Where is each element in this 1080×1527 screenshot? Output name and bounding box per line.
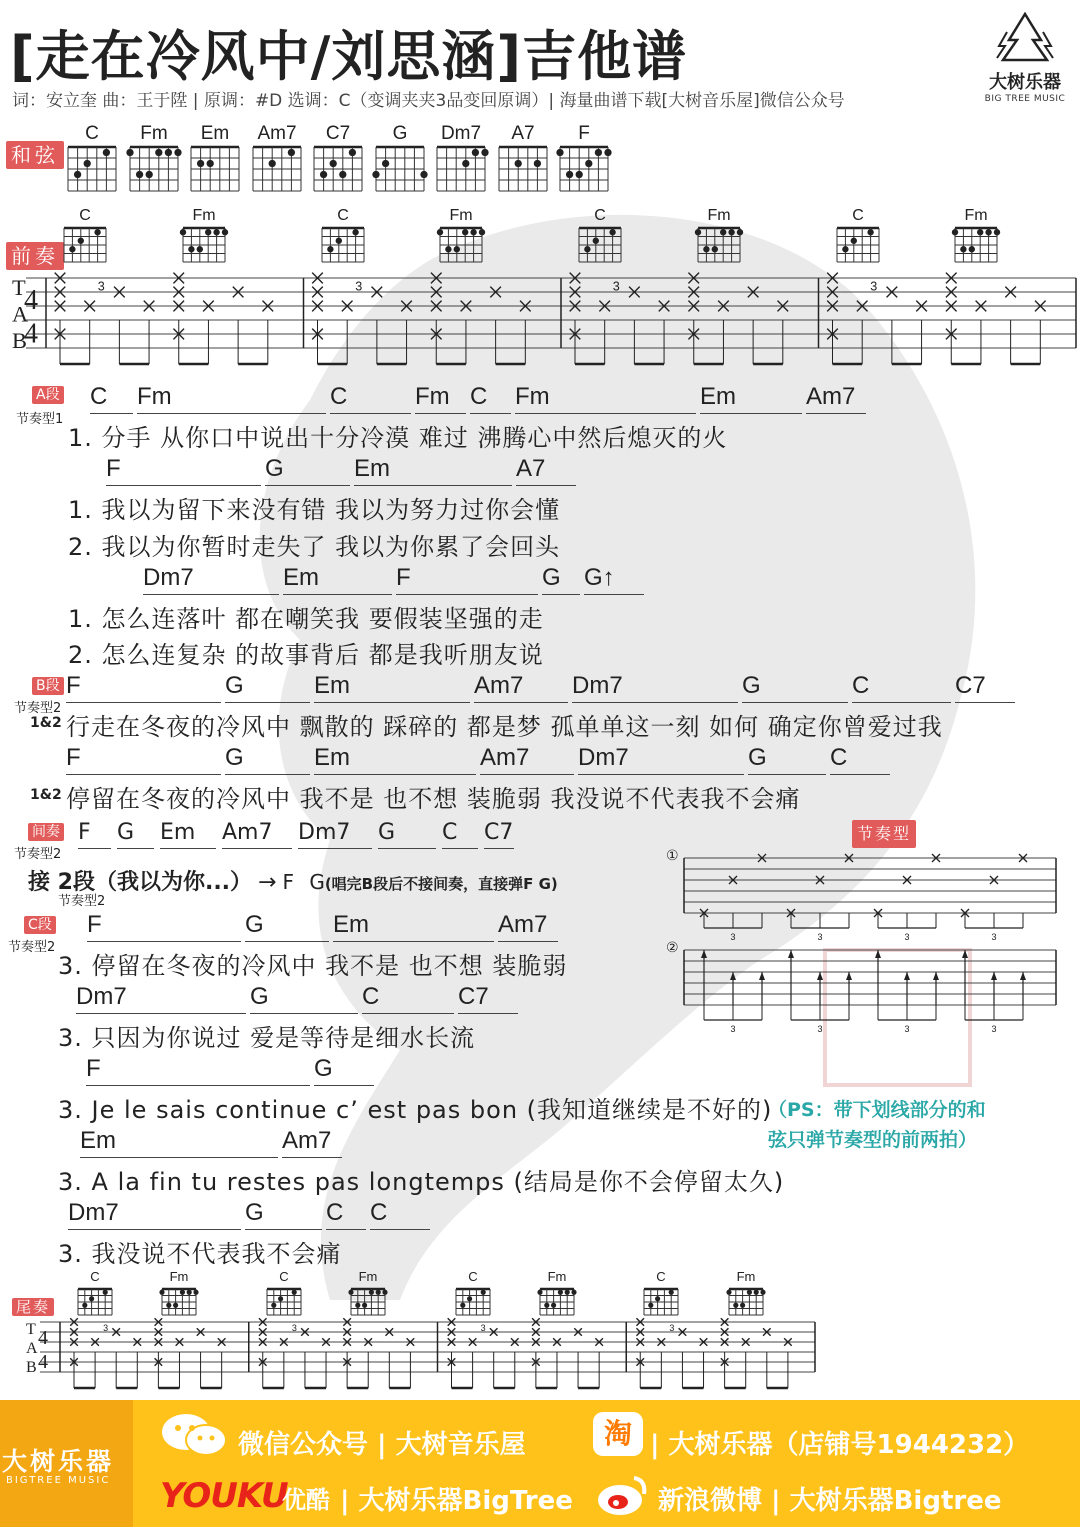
chord-name: C [330,383,348,410]
triplet-mark: 3 [612,279,620,294]
chord-name: Em [333,911,369,938]
chord-diagram-label: C [467,1269,478,1284]
chord-diagram [71,1268,119,1319]
chord-underline [225,702,310,703]
lyric-line: 2. 怎么连复杂 的故事背后 都是我听朋友说 [68,641,544,669]
chord-name: Dm7 [68,1199,119,1226]
chord-underline [222,848,292,849]
time-sig-denominator: 4 [24,318,38,350]
lyric-line: 3. A la fin tu restes pas longtemps (结局是你不会停留太久) [58,1168,785,1196]
chord-name: Dm7 [578,744,629,771]
tab-letter-t: T [12,274,26,300]
chord-diagram [184,120,246,195]
footer-brand-sub: BIGTREE MUSIC [6,1475,111,1486]
rhythm-label: 节奏型1 [16,412,64,427]
chord-underline [314,702,470,703]
chord-diagram-label: Am7 [256,123,297,144]
chord-underline [378,848,436,849]
chord-underline [245,941,329,942]
chord-name: C [362,983,380,1010]
chord-diagram [449,1268,497,1319]
chord-name: Em [354,455,390,482]
triplet-mark: 3 [904,932,910,942]
chord-diagram-label: C [90,1269,100,1284]
chord-underline [830,774,890,775]
tab-staff [12,274,1080,396]
chord-diagram-label: Fm [358,1269,378,1284]
chord-underline [250,1013,358,1014]
chord-grid [253,147,301,191]
chord-underline [396,594,538,595]
chord-diagram [533,1268,581,1319]
section-chords-tag: 和弦 [6,141,64,169]
chord-diagram [315,204,371,266]
ps-line-1: （PS：带下划线部分的和 [768,1099,986,1121]
chord-diagram [830,204,886,266]
youku-logo[interactable]: YOUKU [160,1476,288,1516]
wechat-icon[interactable] [160,1412,228,1458]
chord-diagram [123,120,185,195]
chord-diagram [307,120,369,195]
footer-taobao[interactable]: | 大树乐器（店铺号1944232） [650,1430,1030,1460]
interlude-chord: Dm7 [298,820,351,845]
chord-diagram-label: C7 [325,123,351,144]
chord-grid [556,147,611,191]
section-a-tag: A段 [32,386,64,404]
time-sig-denominator: 4 [38,1351,48,1373]
chord-underline [245,1229,322,1230]
chord-diagram-label: Fm [736,1269,756,1284]
chord-underline [78,848,111,849]
chord-name: Em [700,383,736,410]
chord-underline [415,413,466,414]
chord-underline [578,774,744,775]
triplet-mark: 3 [991,932,997,942]
chord-name: C [470,383,488,410]
chord-diagram [492,120,554,195]
chord-grid [437,147,489,191]
chord-grid [644,1289,678,1315]
chord-name: Dm7 [76,983,127,1010]
triplet-mark: 3 [480,1323,486,1333]
chord-name: F [396,564,411,591]
chord-underline [143,594,279,595]
chord-grid [314,147,362,191]
rhythm-pattern-tag: 节奏型 [852,820,916,848]
chord-grid [78,1289,112,1315]
lyric-line: 3. 只因为你说过 爱是等待是细水长流 [58,1024,476,1052]
chord-underline [326,1229,366,1230]
jump-chord-g: G [309,870,325,894]
chord-underline [515,413,696,414]
chord-underline [742,702,848,703]
chord-name: G↑ [584,564,615,591]
chord-underline [87,941,241,942]
chord-diagram-label: Fm [139,123,168,144]
triplet-mark: 3 [904,1024,910,1034]
section-interlude-tag: 间奏 [28,823,64,841]
interlude-chord: G [117,820,135,845]
footer-wechat[interactable]: 微信公众号 | 大树音乐屋 [238,1430,526,1460]
chord-diagram [433,204,489,266]
triplet-mark: 3 [355,279,363,294]
chord-underline [474,702,568,703]
chord-underline [160,848,216,849]
chord-name: C7 [458,983,489,1010]
triplet-mark: 3 [103,1323,109,1333]
chord-underline [480,774,574,775]
chord-underline [106,485,261,486]
chord-name: Am7 [480,744,530,771]
verse-prefix: 1&2 [30,787,62,803]
chord-grid [372,147,427,191]
chord-underline [516,485,576,486]
section-intro-tag: 前奏 [6,242,64,270]
lyric-line: 3. 我没说不代表我不会痛 [58,1240,342,1268]
chord-name: F [66,672,81,699]
chord-diagram [155,1268,203,1319]
chord-underline [362,1013,454,1014]
triplet-mark: 3 [991,1024,997,1034]
rhythm-label: 节奏型2 [8,940,56,955]
chord-diagram [57,204,113,266]
jump-main: 接 2段（我以为你...） [28,870,253,895]
ps-line-2: 弦只弹节奏型的前两拍） [768,1129,978,1151]
chord-name: G [245,911,264,938]
chord-underline [700,413,802,414]
chord-underline [572,702,738,703]
interlude-chord: C7 [484,820,514,845]
chord-underline [314,774,476,775]
chord-name: Fm [415,383,450,410]
footer-youku[interactable]: | 大树乐器BigTree [340,1486,573,1516]
lyric-line: 行走在冬夜的冷风中 飘散的 踩碎的 都是梦 孤单单这一刻 如何 确定你曾爱过我 [66,713,943,741]
tree-logo-icon [995,12,1055,62]
interlude-chord: C [442,820,458,845]
triplet-mark: 3 [97,279,105,294]
chord-name: Fm [515,383,550,410]
section-c-tag: C段 [24,916,56,934]
chord-name: C [370,1199,388,1226]
chord-grid [64,228,106,262]
chord-grid [322,228,364,262]
chord-underline [314,1085,374,1086]
chord-grid [537,1289,576,1315]
chord-name: C [326,1199,344,1226]
chord-underline [66,774,221,775]
chord-underline [86,1085,310,1086]
footer-brand [0,1400,133,1527]
chord-name: C [852,672,870,699]
chord-diagram [572,204,628,266]
chord-underline [354,485,512,486]
footer-bar [0,1400,1080,1527]
section-b-tag: B段 [32,677,64,695]
chord-underline [80,1157,278,1158]
chord-name: G [250,983,269,1010]
chord-diagram [722,1268,770,1319]
logo-sub: BIG TREE MUSIC [984,94,1066,104]
rhythm-label: 节奏型2 [58,894,106,909]
chord-grid [160,1289,199,1315]
chord-name: Dm7 [143,564,194,591]
triplet-mark: 3 [817,1024,823,1034]
verse-prefix: 1&2 [30,715,62,731]
chord-grid [68,147,116,191]
chord-name: C [830,744,848,771]
interlude-chord: Em [160,820,196,845]
rhythm-pattern-staff [684,950,1064,1040]
chord-diagram [246,120,308,195]
chord-diagram-label: Fm [449,207,473,224]
chord-underline [542,594,580,595]
chord-underline [90,413,133,414]
chord-grid [437,228,485,262]
chord-diagram [430,120,492,195]
chord-diagram-label: C [85,123,99,144]
chord-diagram-label: C [851,207,864,224]
chord-diagram [948,204,1004,266]
chord-underline [76,1013,246,1014]
chord-grid [499,147,547,191]
triplet-mark: 3 [730,932,736,942]
chord-name: Am7 [474,672,524,699]
chord-diagram-label: A7 [510,123,535,144]
chord-diagram-label: Em [200,123,230,144]
chord-grid [191,147,239,191]
chord-diagram-label: Fm [547,1269,567,1284]
chord-diagram-label: Fm [192,207,216,224]
tab-letter-a: A [26,1340,38,1357]
brand-logo [975,12,1075,104]
tab-letter-b: B [26,1359,37,1376]
chord-name: Am7 [282,1127,332,1154]
chord-name: F [106,455,121,482]
chord-underline [68,1229,241,1230]
chord-name: F [87,911,102,938]
chord-underline [333,941,494,942]
rhythm-label: 节奏型2 [14,847,62,862]
triplet-mark: 3 [730,1024,736,1034]
chord-diagram-label: Fm [964,207,988,224]
section-outro-tag: 尾奏 [12,1298,54,1316]
chord-diagram [369,120,431,195]
chord-name: C7 [955,672,986,699]
chord-name: Am7 [498,911,548,938]
chord-name: G [245,1199,264,1226]
chord-underline [484,848,514,849]
triplet-mark: 3 [291,1323,297,1333]
chord-underline [442,848,478,849]
chord-underline [470,413,511,414]
chord-diagram [176,204,232,266]
chord-underline [852,702,951,703]
footer-weibo[interactable]: 新浪微博 | 大树乐器Bigtree [658,1486,1002,1516]
chord-underline [584,594,644,595]
weibo-icon[interactable] [596,1472,648,1518]
chord-underline [748,774,826,775]
chord-diagram-label: Dm7 [440,123,482,144]
lyric-line: 1. 我以为留下来没有错 我以为努力过你会懂 [68,496,561,524]
chord-underline [117,848,154,849]
chord-underline [66,702,221,703]
chord-diagram-label: C [336,207,349,224]
chord-underline [806,413,866,414]
triplet-mark: 3 [669,1323,675,1333]
chord-name: G [225,672,244,699]
tab-letter-b: B [12,328,27,353]
chord-name: G [265,455,284,482]
chord-name: Fm [137,383,172,410]
chord-diagram [691,204,747,266]
ps-note [768,1095,986,1155]
chord-diagram [344,1268,392,1319]
jump-note: (唱完B段后不接间奏，直接弹F G) [324,875,558,893]
chord-underline [370,1229,430,1230]
chord-diagram [260,1268,308,1319]
chord-underline [283,594,392,595]
chord-grid [349,1289,388,1315]
chord-diagram [61,120,123,195]
chord-underline [265,485,350,486]
pattern-one-label: ① [666,848,679,864]
lyric-line: 1. 分手 从你口中说出十分冷漠 难过 沸腾心中然后熄灭的火 [68,424,728,452]
page-title: [走在冷风中/刘思涵]吉他谱 [10,25,688,88]
interlude-chord: F [78,820,91,845]
chord-name: A7 [516,455,546,482]
youku-cn: 优酷 [282,1486,330,1514]
triplet-mark: 3 [870,279,878,294]
tab-letter-a: A [12,301,29,327]
lyric-line: 停留在冬夜的冷风中 我不是 也不想 装脆弱 我没说不代表我不会痛 [66,785,801,813]
jump-instruction [28,865,558,896]
chord-grid [695,228,743,262]
chord-diagram [553,120,615,195]
taobao-icon[interactable]: 淘 [593,1412,643,1456]
rhythm-pattern-staff [684,858,1064,948]
chord-diagram-label: C [594,207,606,224]
chord-grid [180,228,228,262]
chord-name: Am7 [806,383,856,410]
triplet-mark: 3 [817,932,823,942]
chord-name: G [225,744,244,771]
chord-name: G [742,672,761,699]
chord-underline [458,1013,518,1014]
chord-name: G [542,564,561,591]
lyric-line: 3. Je le sais continue c’ est pas bon (我知道继续是不好的) [58,1096,773,1124]
lyric-line: 1. 怎么连落叶 都在嘲笑我 要假装坚强的走 [68,605,544,633]
chord-grid [456,1289,490,1315]
chord-grid [579,228,621,262]
chord-underline [955,702,1015,703]
chord-name: F [86,1055,101,1082]
song-meta: 词：安立奎 曲：王于陞 | 原调：#D 选调：C（变调夹夹3品变回原调）| 海量曲谱下载[大树音乐屋]微信公众号 [12,91,845,111]
time-sig-numerator: 4 [24,284,38,316]
chord-underline [282,1157,342,1158]
chord-name: Em [283,564,319,591]
pattern-two-label: ② [666,940,679,956]
chord-diagram-label: G [392,123,407,144]
chord-diagram [637,1268,685,1319]
chord-name: Em [314,672,350,699]
chord-diagram-label: C [279,1269,289,1284]
lyric-line: 3. 停留在冬夜的冷风中 我不是 也不想 装脆弱 [58,952,568,980]
chord-underline [498,941,558,942]
time-sig-numerator: 4 [38,1327,48,1349]
chord-name: Em [80,1127,116,1154]
lyric-line: 2. 我以为你暂时走失了 我以为你累了会回头 [68,533,561,561]
chord-name: G [748,744,767,771]
chord-underline [330,413,411,414]
chord-underline [137,413,326,414]
interlude-chord: G [378,820,396,845]
chord-grid [837,228,879,262]
chord-grid [267,1289,301,1315]
chord-diagram-label: Fm [707,207,731,224]
chord-name: F [66,744,81,771]
chord-grid [952,228,1000,262]
chord-diagram-label: C [656,1269,666,1284]
chord-diagram-label: F [578,123,590,144]
logo-name: 大树乐器 [989,72,1061,93]
interlude-chord: Am7 [222,820,273,845]
chord-name: G [314,1055,333,1082]
chord-name: Em [314,744,350,771]
chord-grid [726,1289,765,1315]
tab-letter-t: T [26,1321,36,1338]
chord-diagram-label: Fm [169,1269,189,1284]
chord-diagram-label: C [79,207,91,224]
chord-name: C [90,383,108,410]
chord-grid [126,147,181,191]
chord-underline [298,848,372,849]
footer-brand-name: 大树乐器 [2,1447,115,1476]
rhythm-label: 节奏型2 [14,701,62,716]
chord-underline [225,774,310,775]
jump-chord-f: F [282,870,294,894]
arrow-icon: → [258,870,277,895]
chord-name: Dm7 [572,672,623,699]
